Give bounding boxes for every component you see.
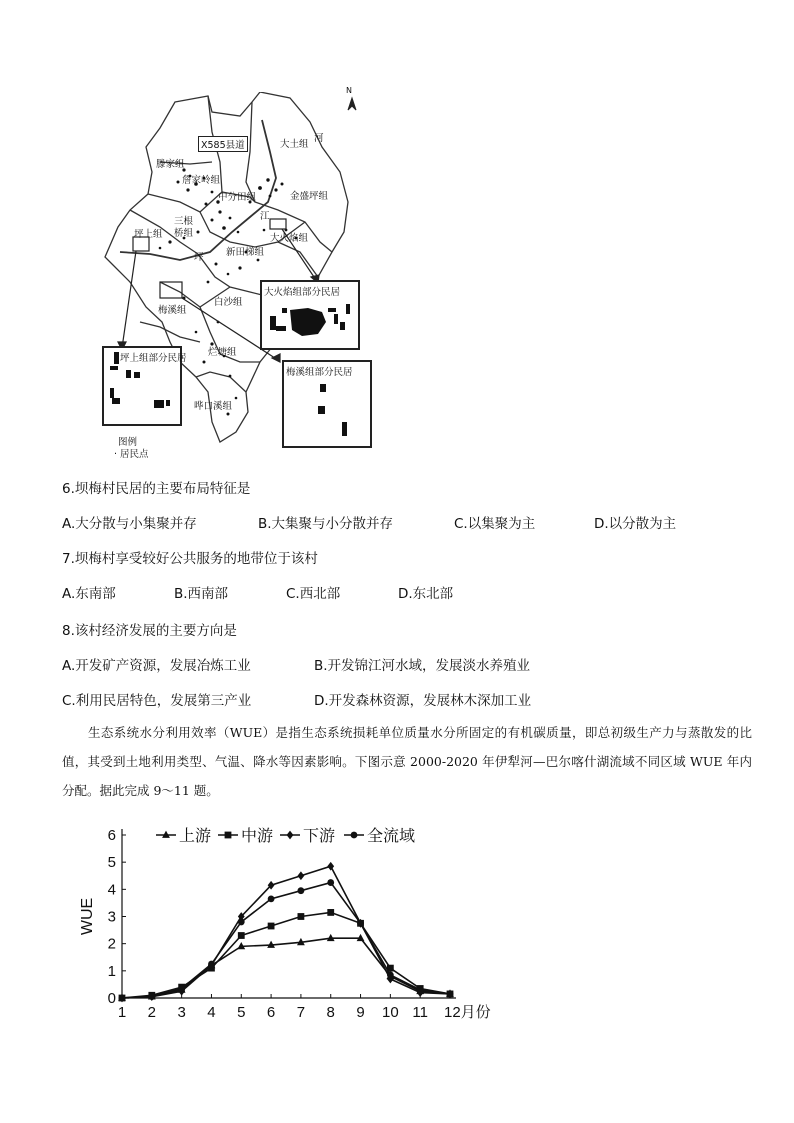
legend-label-2: 中游 — [241, 828, 274, 845]
wue-line-chart — [64, 815, 500, 1030]
inset-dahuoyan-title: 大火焰组部分民居 — [264, 287, 341, 298]
wue-chart-svg — [64, 815, 500, 1030]
x-tick-label: 6 — [266, 1004, 276, 1021]
inset-meixi-title: 梅溪组部分民居 — [286, 367, 353, 378]
series-4-point — [327, 879, 334, 886]
q8-option-d: D.开发森林资源，发展林木深加工业 — [314, 693, 532, 709]
series-3-point — [298, 871, 305, 880]
label-jinjialing: 詹家岭组 — [182, 175, 221, 186]
series-4-point — [119, 995, 126, 1002]
label-xintian: 新田梯组 — [226, 247, 265, 258]
inset-pingshang — [102, 346, 187, 426]
q6-option-a: A.大分散与小集聚并存 — [62, 516, 197, 532]
legend-label-1: 上游 — [179, 828, 212, 845]
label-meixi: 梅溪组 — [158, 305, 187, 316]
x-unit-label: 12月份 — [444, 1004, 491, 1021]
y-tick-label: 1 — [107, 962, 116, 980]
inset-dahuoyan-buildings — [262, 282, 358, 348]
y-tick-label: 6 — [107, 827, 116, 844]
y-tick-label: 2 — [107, 935, 116, 953]
road-label: X585县道 — [198, 136, 248, 152]
series-4-point — [417, 986, 424, 993]
inset-pingshang-title: 坪上组部分民居 — [120, 353, 187, 364]
label-pingshang: 坪上组 — [134, 229, 163, 240]
inset-meixi-buildings — [284, 362, 370, 446]
label-zhongfentian: 中分田组 — [218, 192, 257, 203]
q8-option-b: B.开发锦江河水域，发展淡水养殖业 — [314, 658, 531, 674]
label-he: 河 — [314, 133, 324, 144]
legend-label-3: 下游 — [303, 828, 336, 845]
series-4-point — [268, 895, 275, 902]
series-2-point — [298, 913, 305, 920]
series-line-2 — [122, 912, 450, 998]
q6-option-c: C.以集聚为主 — [454, 516, 536, 532]
series-4-point — [238, 919, 245, 926]
legend-marker-3 — [287, 831, 294, 840]
legend-label-4: 全流域 — [367, 828, 416, 845]
question-6: 6.坝梅村民居的主要布局特征是 — [62, 481, 251, 497]
x-tick-label: 8 — [326, 1004, 335, 1021]
label-datu: 大土组 — [280, 139, 309, 150]
y-tick-label: 4 — [107, 881, 116, 899]
label-lantang: 烂塘组 — [208, 347, 237, 358]
series-4-point — [298, 887, 305, 894]
label-sangen: 三根 — [174, 216, 194, 227]
x-tick-label: 7 — [296, 1004, 306, 1021]
inset-dahuoyan — [260, 280, 360, 350]
label-baisha: 白沙组 — [214, 297, 243, 308]
series-line-4 — [122, 883, 450, 998]
legend-marker-2 — [225, 832, 232, 839]
series-line-1 — [122, 938, 450, 998]
label-jinsheng: 金盛坪组 — [290, 191, 329, 202]
x-tick-label: 10 — [382, 1004, 399, 1021]
question-8: 8.该村经济发展的主要方向是 — [62, 623, 237, 639]
legend-marker-4 — [351, 832, 358, 839]
y-tick-label: 3 — [107, 908, 116, 926]
village-map — [100, 86, 372, 460]
q6-option-d: D.以分散为主 — [594, 516, 677, 532]
question-7: 7.坝梅村享受较好公共服务的地带位于该村 — [62, 551, 318, 567]
legend-title: 图例 — [118, 437, 138, 448]
series-4-point — [357, 920, 364, 927]
x-tick-label: 11 — [412, 1004, 428, 1021]
north-label: N — [346, 86, 352, 95]
label-dahuoyan: 大火焰组 — [270, 233, 309, 244]
label-jiang: 江 — [260, 211, 270, 222]
x-tick-label: 1 — [117, 1004, 127, 1021]
x-tick-label: 3 — [177, 1004, 186, 1021]
q8-option-a: A.开发矿产资源，发展冶炼工业 — [62, 658, 251, 674]
q7-option-a: A.东南部 — [62, 586, 116, 602]
series-4-point — [178, 985, 185, 992]
label-qiao: 桥组 — [174, 228, 194, 239]
x-tick-label: 2 — [147, 1004, 156, 1021]
q8-option-c: C.利用民居特色，发展第三产业 — [62, 693, 252, 709]
series-4-point — [387, 972, 394, 979]
series-4-point — [208, 961, 215, 968]
passage-text: 生态系统水分利用效率（WUE）是指生态系统损耗单位质量水分所固定的有机碳质量，即总初级生产力与蒸散发的比值，其受到土地利用类型、气温、降水等因素影响。下图示意 2000-2020 年伊犁河—巴尔喀什湖流域不同区域 WUE 年内分配。据此完成 9～11 题。 — [62, 725, 752, 798]
series-4-point — [148, 993, 155, 1000]
y-axis-label: WUE — [79, 897, 96, 936]
label-ping: 坪 — [194, 252, 204, 263]
series-2-point — [238, 932, 245, 939]
series-4-point — [447, 991, 454, 998]
y-tick-label: 0 — [107, 990, 116, 1007]
y-tick-label: 5 — [107, 854, 116, 872]
label-tengjia: 滕家组 — [156, 159, 185, 170]
q7-option-c: C.西北部 — [286, 586, 341, 602]
inset-meixi — [282, 360, 372, 448]
q6-option-b: B.大集聚与小分散并存 — [258, 516, 394, 532]
x-tick-label: 5 — [237, 1004, 246, 1021]
series-2-point — [327, 909, 334, 916]
series-2-point — [268, 923, 275, 930]
label-huakou: 哗口溪组 — [194, 401, 233, 412]
q7-option-d: D.东北部 — [398, 586, 454, 602]
inset-pingshang-buildings — [104, 348, 180, 424]
legend-item: · 居民点 — [114, 449, 149, 460]
x-tick-label: 9 — [356, 1004, 365, 1021]
x-tick-label: 4 — [207, 1004, 216, 1021]
q7-option-b: B.西南部 — [174, 586, 229, 602]
series-line-3 — [122, 866, 450, 998]
